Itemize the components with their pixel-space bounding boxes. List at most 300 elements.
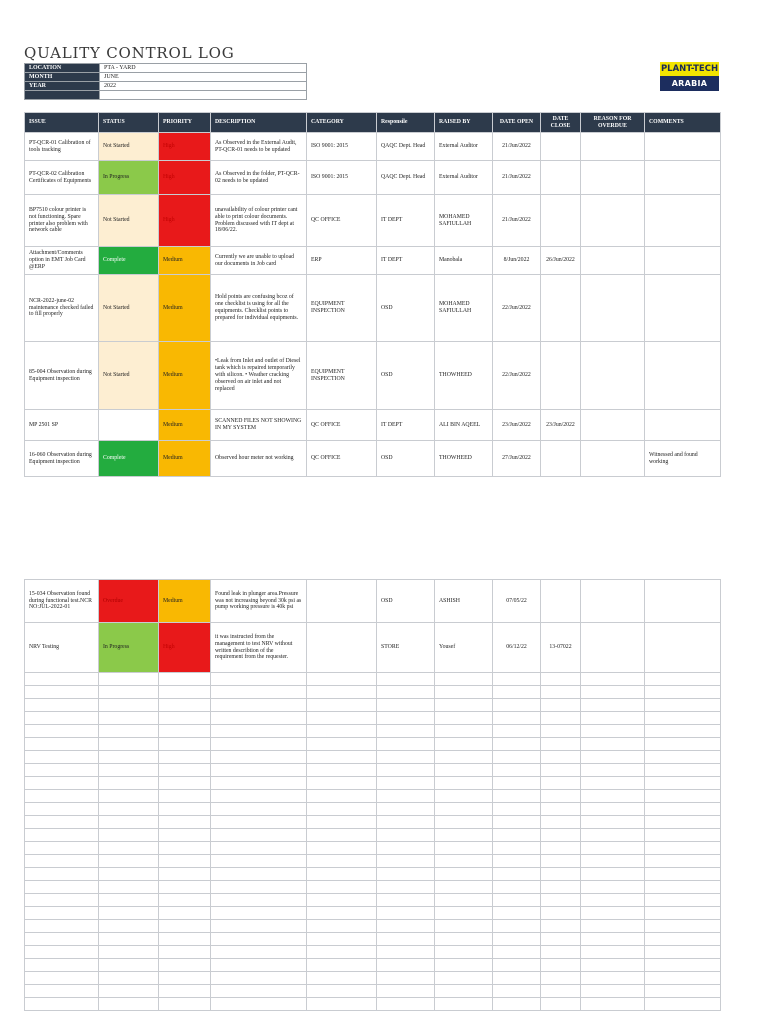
empty-cell[interactable]	[435, 920, 493, 933]
empty-cell[interactable]	[377, 985, 435, 998]
empty-cell[interactable]	[435, 829, 493, 842]
issue-cell[interactable]: MP 2501 SP	[25, 410, 99, 441]
empty-cell[interactable]	[377, 920, 435, 933]
empty-cell[interactable]	[159, 673, 211, 686]
comments-cell[interactable]	[645, 410, 721, 441]
reason-cell[interactable]	[581, 195, 645, 247]
empty-cell[interactable]	[645, 842, 721, 855]
description-cell[interactable]: •Leak from Inlet and outlet of Diesel tank which is repaired temporarily with silicon. • Weather cracking observed on air inlet and not replaced	[211, 342, 307, 410]
empty-cell[interactable]	[307, 712, 377, 725]
empty-cell[interactable]	[435, 972, 493, 985]
category-cell[interactable]: EQUIPMENT INSPECTION	[307, 342, 377, 410]
empty-cell[interactable]	[159, 712, 211, 725]
empty-cell[interactable]	[307, 985, 377, 998]
empty-cell[interactable]	[541, 673, 581, 686]
empty-cell[interactable]	[99, 803, 159, 816]
empty-cell[interactable]	[541, 686, 581, 699]
empty-cell[interactable]	[211, 803, 307, 816]
empty-cell[interactable]	[377, 972, 435, 985]
empty-cell[interactable]	[99, 712, 159, 725]
empty-cell[interactable]	[493, 764, 541, 777]
empty-cell[interactable]	[541, 855, 581, 868]
empty-cell[interactable]	[377, 751, 435, 764]
reason-cell[interactable]	[581, 580, 645, 623]
empty-cell[interactable]	[581, 699, 645, 712]
empty-cell[interactable]	[211, 985, 307, 998]
issue-cell[interactable]: Attachment/Comments option in EMT Job Card @ERP	[25, 247, 99, 275]
empty-cell[interactable]	[541, 946, 581, 959]
status-cell[interactable]: Not Started	[99, 133, 159, 161]
empty-cell[interactable]	[645, 699, 721, 712]
empty-cell[interactable]	[435, 803, 493, 816]
empty-cell[interactable]	[435, 842, 493, 855]
empty-cell[interactable]	[581, 738, 645, 751]
responsible-cell[interactable]: QAQC Dept. Head	[377, 161, 435, 195]
empty-cell[interactable]	[159, 686, 211, 699]
empty-cell[interactable]	[377, 829, 435, 842]
empty-cell[interactable]	[307, 907, 377, 920]
empty-cell[interactable]	[377, 998, 435, 1011]
date-close-cell[interactable]	[541, 580, 581, 623]
empty-cell[interactable]	[307, 881, 377, 894]
reason-cell[interactable]	[581, 247, 645, 275]
priority-cell[interactable]: Medium	[159, 247, 211, 275]
description-cell[interactable]: Currently we are unable to upload our documents in Job card	[211, 247, 307, 275]
empty-cell[interactable]	[493, 920, 541, 933]
empty-cell[interactable]	[377, 764, 435, 777]
empty-cell[interactable]	[541, 907, 581, 920]
status-cell[interactable]: Complete	[99, 441, 159, 477]
empty-cell[interactable]	[159, 855, 211, 868]
empty-cell[interactable]	[581, 881, 645, 894]
empty-cell[interactable]	[25, 868, 99, 881]
date-close-cell[interactable]	[541, 275, 581, 342]
empty-cell[interactable]	[25, 803, 99, 816]
empty-cell[interactable]	[493, 777, 541, 790]
empty-cell[interactable]	[25, 829, 99, 842]
empty-cell[interactable]	[435, 686, 493, 699]
empty-cell[interactable]	[581, 855, 645, 868]
empty-cell[interactable]	[645, 764, 721, 777]
empty-cell[interactable]	[307, 998, 377, 1011]
empty-cell[interactable]	[99, 790, 159, 803]
raised-by-cell[interactable]: MOHAMED SAFIULLAH	[435, 195, 493, 247]
empty-cell[interactable]	[493, 673, 541, 686]
category-cell[interactable]: ISO 9001: 2015	[307, 133, 377, 161]
empty-cell[interactable]	[377, 946, 435, 959]
empty-cell[interactable]	[159, 725, 211, 738]
raised-by-cell[interactable]: THOWHEED	[435, 441, 493, 477]
empty-cell[interactable]	[541, 920, 581, 933]
empty-cell[interactable]	[435, 699, 493, 712]
empty-cell[interactable]	[493, 842, 541, 855]
empty-cell[interactable]	[307, 725, 377, 738]
empty-cell[interactable]	[99, 673, 159, 686]
empty-cell[interactable]	[307, 751, 377, 764]
empty-cell[interactable]	[377, 673, 435, 686]
empty-cell[interactable]	[435, 790, 493, 803]
empty-cell[interactable]	[541, 764, 581, 777]
empty-cell[interactable]	[581, 933, 645, 946]
empty-cell[interactable]	[581, 777, 645, 790]
empty-cell[interactable]	[645, 816, 721, 829]
empty-cell[interactable]	[541, 881, 581, 894]
empty-cell[interactable]	[307, 868, 377, 881]
empty-cell[interactable]	[377, 959, 435, 972]
priority-cell[interactable]: Medium	[159, 441, 211, 477]
issue-cell[interactable]: 85-004 Observation during Equipment inspection	[25, 342, 99, 410]
empty-cell[interactable]	[493, 868, 541, 881]
reason-cell[interactable]	[581, 275, 645, 342]
empty-cell[interactable]	[25, 881, 99, 894]
empty-cell[interactable]	[541, 751, 581, 764]
info-value[interactable]: JUNE	[100, 73, 307, 82]
raised-by-cell[interactable]: THOWHEED	[435, 342, 493, 410]
empty-cell[interactable]	[377, 855, 435, 868]
empty-cell[interactable]	[377, 894, 435, 907]
empty-cell[interactable]	[645, 881, 721, 894]
reason-cell[interactable]	[581, 410, 645, 441]
empty-cell[interactable]	[541, 933, 581, 946]
empty-cell[interactable]	[541, 738, 581, 751]
empty-cell[interactable]	[99, 998, 159, 1011]
empty-cell[interactable]	[541, 894, 581, 907]
comments-cell[interactable]: Witnessed and found working	[645, 441, 721, 477]
responsible-cell[interactable]: STORE	[377, 623, 435, 673]
empty-cell[interactable]	[645, 985, 721, 998]
empty-cell[interactable]	[493, 686, 541, 699]
empty-cell[interactable]	[493, 725, 541, 738]
raised-by-cell[interactable]: MOHAMED SAFIULLAH	[435, 275, 493, 342]
empty-cell[interactable]	[99, 920, 159, 933]
date-open-cell[interactable]: 23/Jun/2022	[493, 410, 541, 441]
priority-cell[interactable]: High	[159, 161, 211, 195]
empty-cell[interactable]	[211, 777, 307, 790]
empty-cell[interactable]	[99, 764, 159, 777]
issue-cell[interactable]: NCR-2022-june-02 maintenance checked failed to fill properly	[25, 275, 99, 342]
category-cell[interactable]: EQUIPMENT INSPECTION	[307, 275, 377, 342]
empty-cell[interactable]	[159, 894, 211, 907]
empty-cell[interactable]	[99, 855, 159, 868]
priority-cell[interactable]: Medium	[159, 410, 211, 441]
empty-cell[interactable]	[211, 673, 307, 686]
empty-cell[interactable]	[493, 803, 541, 816]
empty-cell[interactable]	[211, 881, 307, 894]
empty-cell[interactable]	[581, 751, 645, 764]
empty-cell[interactable]	[645, 894, 721, 907]
empty-cell[interactable]	[541, 803, 581, 816]
empty-cell[interactable]	[645, 868, 721, 881]
date-close-cell[interactable]	[541, 195, 581, 247]
empty-cell[interactable]	[435, 751, 493, 764]
empty-cell[interactable]	[645, 933, 721, 946]
date-open-cell[interactable]: 27/Jun/2022	[493, 441, 541, 477]
empty-cell[interactable]	[645, 946, 721, 959]
empty-cell[interactable]	[581, 686, 645, 699]
empty-cell[interactable]	[25, 673, 99, 686]
description-cell[interactable]: Hold points are confusing bcoz of one checklist is using for all the equipments. Checklist points to prepared for individual equipments.	[211, 275, 307, 342]
responsible-cell[interactable]: OSD	[377, 441, 435, 477]
empty-cell[interactable]	[307, 803, 377, 816]
empty-cell[interactable]	[541, 725, 581, 738]
empty-cell[interactable]	[377, 816, 435, 829]
empty-cell[interactable]	[581, 725, 645, 738]
responsible-cell[interactable]: IT DEPT	[377, 247, 435, 275]
date-open-cell[interactable]: 07/05/22	[493, 580, 541, 623]
category-cell[interactable]: QC OFFICE	[307, 441, 377, 477]
empty-cell[interactable]	[435, 998, 493, 1011]
empty-cell[interactable]	[435, 855, 493, 868]
empty-cell[interactable]	[307, 777, 377, 790]
empty-cell[interactable]	[581, 829, 645, 842]
empty-cell[interactable]	[25, 842, 99, 855]
empty-cell[interactable]	[99, 829, 159, 842]
empty-cell[interactable]	[99, 972, 159, 985]
issue-cell[interactable]: NRV Testing	[25, 623, 99, 673]
empty-cell[interactable]	[211, 829, 307, 842]
empty-cell[interactable]	[211, 868, 307, 881]
priority-cell[interactable]: High	[159, 195, 211, 247]
empty-cell[interactable]	[211, 816, 307, 829]
empty-cell[interactable]	[541, 985, 581, 998]
empty-cell[interactable]	[581, 816, 645, 829]
empty-cell[interactable]	[645, 751, 721, 764]
reason-cell[interactable]	[581, 133, 645, 161]
empty-cell[interactable]	[435, 673, 493, 686]
empty-cell[interactable]	[435, 907, 493, 920]
date-close-cell[interactable]	[541, 342, 581, 410]
issue-cell[interactable]: PT-QCR-02 Calibration Certificates of Equipments	[25, 161, 99, 195]
empty-cell[interactable]	[435, 933, 493, 946]
empty-cell[interactable]	[541, 998, 581, 1011]
empty-cell[interactable]	[25, 972, 99, 985]
empty-cell[interactable]	[493, 933, 541, 946]
category-cell[interactable]: QC OFFICE	[307, 410, 377, 441]
empty-cell[interactable]	[211, 933, 307, 946]
empty-cell[interactable]	[307, 946, 377, 959]
empty-cell[interactable]	[645, 998, 721, 1011]
empty-cell[interactable]	[159, 842, 211, 855]
empty-cell[interactable]	[307, 855, 377, 868]
empty-cell[interactable]	[159, 868, 211, 881]
empty-cell[interactable]	[493, 998, 541, 1011]
empty-cell[interactable]	[541, 712, 581, 725]
empty-cell[interactable]	[581, 972, 645, 985]
empty-cell[interactable]	[25, 933, 99, 946]
empty-cell[interactable]	[645, 725, 721, 738]
empty-cell[interactable]	[645, 829, 721, 842]
empty-cell[interactable]	[645, 673, 721, 686]
empty-cell[interactable]	[377, 777, 435, 790]
raised-by-cell[interactable]: ALI BIN AQEEL	[435, 410, 493, 441]
empty-cell[interactable]	[159, 959, 211, 972]
empty-cell[interactable]	[25, 816, 99, 829]
empty-cell[interactable]	[25, 998, 99, 1011]
date-open-cell[interactable]: 06/12/22	[493, 623, 541, 673]
empty-cell[interactable]	[307, 920, 377, 933]
empty-cell[interactable]	[435, 959, 493, 972]
empty-cell[interactable]	[211, 712, 307, 725]
empty-cell[interactable]	[645, 920, 721, 933]
empty-cell[interactable]	[25, 855, 99, 868]
empty-cell[interactable]	[435, 712, 493, 725]
responsible-cell[interactable]: OSD	[377, 342, 435, 410]
empty-cell[interactable]	[99, 751, 159, 764]
date-open-cell[interactable]: 22/Jun/2022	[493, 275, 541, 342]
empty-cell[interactable]	[493, 959, 541, 972]
empty-cell[interactable]	[307, 764, 377, 777]
empty-cell[interactable]	[493, 712, 541, 725]
empty-cell[interactable]	[25, 738, 99, 751]
empty-cell[interactable]	[25, 985, 99, 998]
category-cell[interactable]	[307, 623, 377, 673]
empty-cell[interactable]	[581, 998, 645, 1011]
category-cell[interactable]: ISO 9001: 2015	[307, 161, 377, 195]
empty-cell[interactable]	[377, 803, 435, 816]
empty-cell[interactable]	[581, 803, 645, 816]
empty-cell[interactable]	[645, 712, 721, 725]
date-open-cell[interactable]: 21/Jun/2022	[493, 161, 541, 195]
priority-cell[interactable]: Medium	[159, 342, 211, 410]
empty-cell[interactable]	[581, 985, 645, 998]
empty-cell[interactable]	[377, 881, 435, 894]
description-cell[interactable]: SCANNED FILES NOT SHOWING IN MY SYSTEM	[211, 410, 307, 441]
raised-by-cell[interactable]: External Auditor	[435, 133, 493, 161]
raised-by-cell[interactable]: Manobala	[435, 247, 493, 275]
info-value[interactable]: PTA - YARD	[100, 64, 307, 73]
date-open-cell[interactable]: 21/Jun/2022	[493, 133, 541, 161]
empty-cell[interactable]	[307, 972, 377, 985]
empty-cell[interactable]	[25, 751, 99, 764]
empty-cell[interactable]	[99, 868, 159, 881]
empty-cell[interactable]	[435, 764, 493, 777]
empty-cell[interactable]	[159, 985, 211, 998]
raised-by-cell[interactable]: ASHISH	[435, 580, 493, 623]
issue-cell[interactable]: PT-QCR-01 Calibration of tools tracking	[25, 133, 99, 161]
description-cell[interactable]: As Observed in the External Audit, PT-QCR-01 needs to be updated	[211, 133, 307, 161]
empty-cell[interactable]	[307, 829, 377, 842]
empty-cell[interactable]	[493, 738, 541, 751]
raised-by-cell[interactable]: External Auditor	[435, 161, 493, 195]
date-open-cell[interactable]: 22/Jun/2022	[493, 342, 541, 410]
empty-cell[interactable]	[541, 699, 581, 712]
empty-cell[interactable]	[25, 764, 99, 777]
issue-cell[interactable]: 16-060 Observation during Equipment inspection	[25, 441, 99, 477]
empty-cell[interactable]	[307, 699, 377, 712]
empty-cell[interactable]	[493, 816, 541, 829]
empty-cell[interactable]	[377, 725, 435, 738]
empty-cell[interactable]	[377, 907, 435, 920]
comments-cell[interactable]	[645, 342, 721, 410]
empty-cell[interactable]	[159, 933, 211, 946]
empty-cell[interactable]	[645, 777, 721, 790]
empty-cell[interactable]	[645, 855, 721, 868]
empty-cell[interactable]	[435, 725, 493, 738]
empty-cell[interactable]	[581, 959, 645, 972]
empty-cell[interactable]	[159, 790, 211, 803]
reason-cell[interactable]	[581, 623, 645, 673]
empty-cell[interactable]	[159, 920, 211, 933]
empty-cell[interactable]	[211, 764, 307, 777]
empty-cell[interactable]	[541, 972, 581, 985]
empty-cell[interactable]	[541, 959, 581, 972]
comments-cell[interactable]	[645, 161, 721, 195]
empty-cell[interactable]	[493, 829, 541, 842]
comments-cell[interactable]	[645, 133, 721, 161]
empty-cell[interactable]	[493, 972, 541, 985]
empty-cell[interactable]	[493, 985, 541, 998]
empty-cell[interactable]	[435, 881, 493, 894]
empty-cell[interactable]	[541, 829, 581, 842]
empty-cell[interactable]	[307, 816, 377, 829]
description-cell[interactable]: As Observed in the folder, PT-QCR-02 needs to be updated	[211, 161, 307, 195]
empty-cell[interactable]	[25, 907, 99, 920]
empty-cell[interactable]	[493, 751, 541, 764]
empty-cell[interactable]	[99, 933, 159, 946]
empty-cell[interactable]	[99, 959, 159, 972]
empty-cell[interactable]	[377, 738, 435, 751]
empty-cell[interactable]	[159, 751, 211, 764]
description-cell[interactable]: Found leak in plunger area.Pressure was not increasing beyond 30k psi as pump working pressure is 40k psi	[211, 580, 307, 623]
empty-cell[interactable]	[435, 985, 493, 998]
raised-by-cell[interactable]: Yousef	[435, 623, 493, 673]
empty-cell[interactable]	[159, 907, 211, 920]
empty-cell[interactable]	[645, 686, 721, 699]
empty-cell[interactable]	[99, 946, 159, 959]
empty-cell[interactable]	[645, 972, 721, 985]
description-cell[interactable]: it was instructed from the management to test NRV without written describtion of the requirement from the requester.	[211, 623, 307, 673]
empty-cell[interactable]	[159, 881, 211, 894]
empty-cell[interactable]	[435, 738, 493, 751]
empty-cell[interactable]	[159, 738, 211, 751]
empty-cell[interactable]	[435, 868, 493, 881]
empty-cell[interactable]	[99, 686, 159, 699]
empty-cell[interactable]	[25, 790, 99, 803]
empty-cell[interactable]	[211, 959, 307, 972]
responsible-cell[interactable]: IT DEPT	[377, 410, 435, 441]
empty-cell[interactable]	[435, 816, 493, 829]
status-cell[interactable]: Not Started	[99, 342, 159, 410]
empty-cell[interactable]	[581, 712, 645, 725]
empty-cell[interactable]	[541, 868, 581, 881]
priority-cell[interactable]: High	[159, 133, 211, 161]
date-close-cell[interactable]	[541, 441, 581, 477]
empty-cell[interactable]	[99, 777, 159, 790]
empty-cell[interactable]	[159, 998, 211, 1011]
reason-cell[interactable]	[581, 441, 645, 477]
empty-cell[interactable]	[581, 673, 645, 686]
empty-cell[interactable]	[211, 894, 307, 907]
empty-cell[interactable]	[159, 829, 211, 842]
empty-cell[interactable]	[211, 751, 307, 764]
empty-cell[interactable]	[493, 699, 541, 712]
empty-cell[interactable]	[211, 790, 307, 803]
status-cell[interactable]: In Progress	[99, 623, 159, 673]
date-close-cell[interactable]: 26/Jun/2022	[541, 247, 581, 275]
description-cell[interactable]: unavailability of colour printer cant able to print colour documents. Problem discussed with IT dept at 18/06/22.	[211, 195, 307, 247]
empty-cell[interactable]	[493, 881, 541, 894]
empty-cell[interactable]	[581, 907, 645, 920]
empty-cell[interactable]	[211, 699, 307, 712]
empty-cell[interactable]	[159, 803, 211, 816]
empty-cell[interactable]	[25, 946, 99, 959]
empty-cell[interactable]	[159, 972, 211, 985]
empty-cell[interactable]	[307, 673, 377, 686]
status-cell[interactable]	[99, 410, 159, 441]
empty-cell[interactable]	[581, 946, 645, 959]
empty-cell[interactable]	[493, 894, 541, 907]
comments-cell[interactable]	[645, 275, 721, 342]
